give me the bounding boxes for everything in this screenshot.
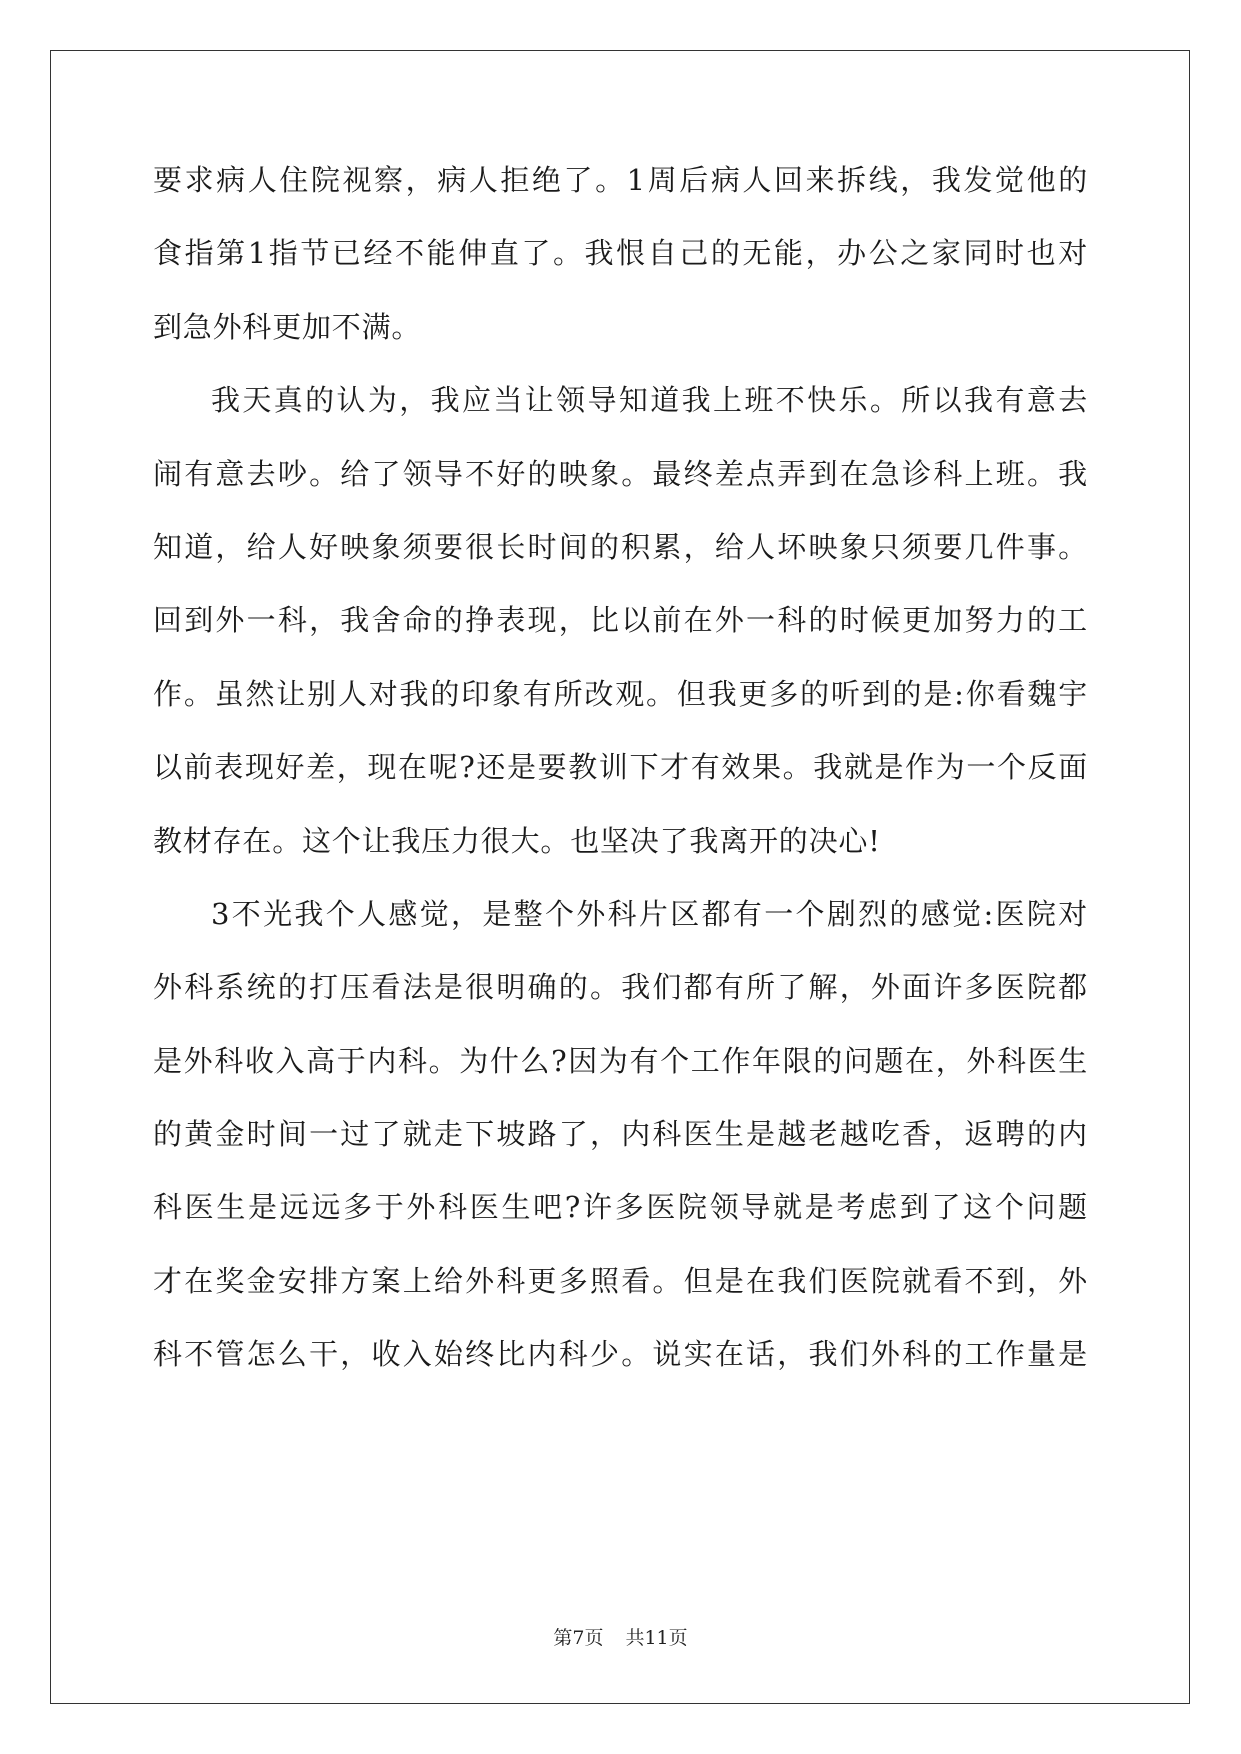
text-line: 知道，给人好映象须要很长时间的积累，给人坏映象只须要几件事。 [153,529,1088,564]
text-line: 以前表现好差，现在呢?还是要教训下才有效果。我就是作为一个反面 [153,750,1088,785]
document-body [153,160,1088,1408]
text-line: 教材存在。这个让我压力很大。也坚决了我离开的决心! [153,823,881,858]
text-line: 的黄金时间一过了就走下坡路了，内科医生是越老越吃香，返聘的内 [153,1117,1088,1152]
text-line: 到急外科更加不满。 [153,309,422,344]
text-line: 闹有意去吵。给了领导不好的映象。最终差点弄到在急诊科上班。我 [153,456,1088,491]
text-line: 作。虽然让别人对我的印象有所改观。但我更多的听到的是:你看魏宇 [153,676,1088,711]
paragraph-start-line: 3不光我个人感觉，是整个外科片区都有一个剧烈的感觉:医院对 [211,896,1088,931]
text-line: 才在奖金安排方案上给外科更多照看。但是在我们医院就看不到，外 [153,1263,1088,1298]
page-footer [0,1623,1241,1650]
text-line: 是外科收入高于内科。为什么?因为有个工作年限的问题在，外科医生 [153,1043,1088,1078]
text-line: 食指第1指节已经不能伸直了。我恨自己的无能，办公之家同时也对 [153,236,1088,271]
paragraph-start-line: 我天真的认为，我应当让领导知道我上班不快乐。所以我有意去 [211,383,1088,418]
text-line: 科不管怎么干，收入始终比内科少。说实在话，我们外科的工作量是 [153,1337,1088,1372]
text-line: 要求病人住院视察，病人拒绝了。1周后病人回来拆线，我发觉他的 [153,163,1088,197]
text-line: 科医生是远远多于外科医生吧?许多医院领导就是考虑到了这个问题 [153,1190,1088,1225]
text-line: 外科系统的打压看法是很明确的。我们都有所了解，外面许多医院都 [153,970,1088,1005]
page-number: 第7页 [553,1627,604,1649]
page-total: 共11页 [625,1627,688,1649]
text-line: 回到外一科，我舍命的挣表现，比以前在外一科的时候更加努力的工 [153,603,1088,638]
